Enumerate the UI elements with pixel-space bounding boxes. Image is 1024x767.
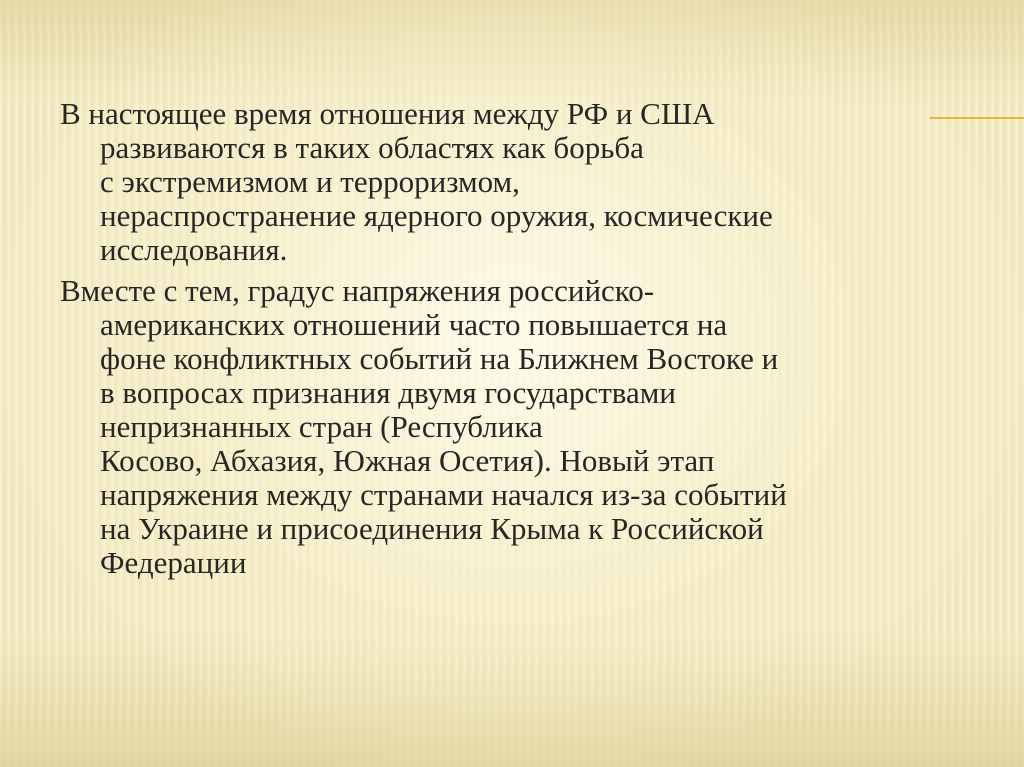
paragraph-tension: Вместе с тем, градус напряжения российско- американских отношений часто повышается на фоне конфликтных событий на Ближнем Востоке и в вопросах признания двумя государствами непризнанных стран (Республика Косово, Абхазия, Южная Осетия). Новый этап напряжения между странами начался из-за событий на Украине и присоединения Крыма к Российской Федерации	[60, 273, 787, 580]
paragraph-relations-areas: В настоящее время отношения между РФ и США развиваются в таких областях как борьба с экстремизмом и терроризмом, нераспространение ядерного оружия, космические исследования.	[60, 96, 773, 267]
slide-body	[60, 97, 980, 587]
